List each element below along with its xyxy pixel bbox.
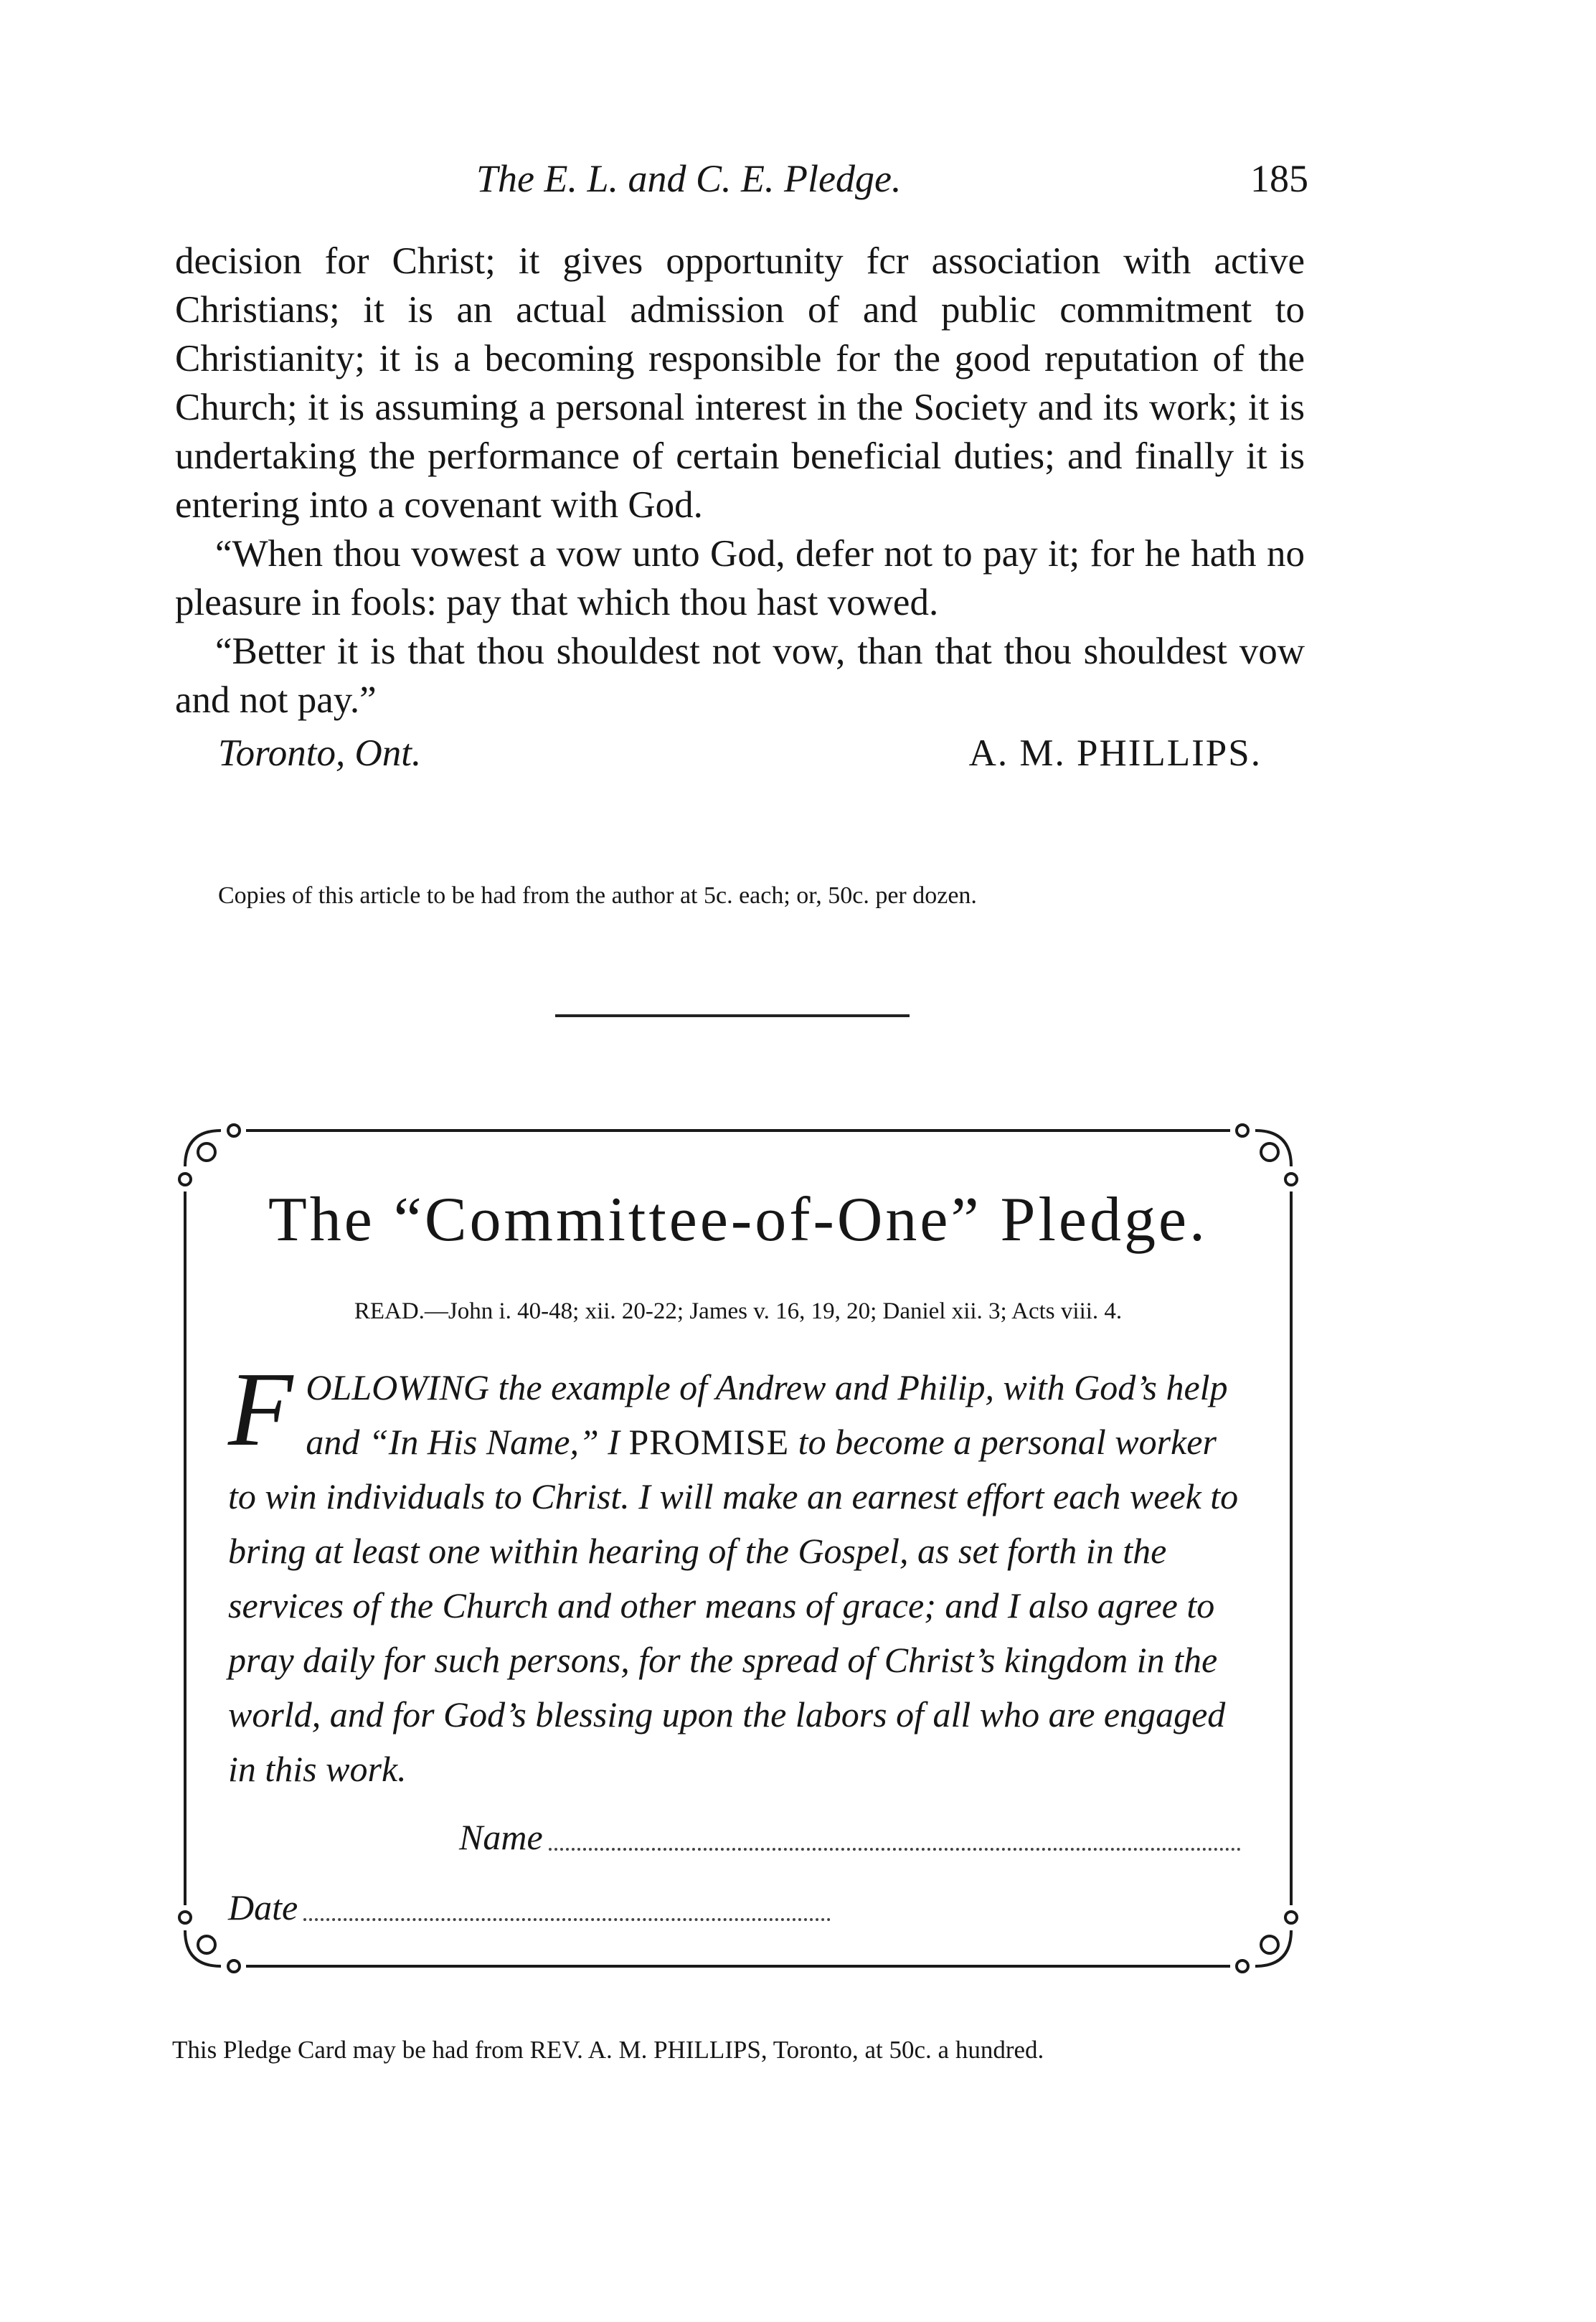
article-paragraph-3: “Better it is that thou shouldest not vow, than that thou shouldest vow and not pay.” — [175, 631, 1305, 721]
place: Toronto, Ont. — [218, 732, 422, 774]
article-paragraph-2: “When thou vowest a vow unto God, defer not to pay it; for he hath no pleasure in fools: pay that which thou hast vowed. — [175, 533, 1305, 623]
date-field[interactable] — [228, 1878, 831, 1928]
article-paragraph-1: decision for Christ; it gives opportunity fcr association with active Christians; it is an actual admission of and public commitment to Christianity; it is a becoming responsible for the good reputation of the Church; it is assuming a personal interest in the Society and its work; it is undertaking the performance of certain beneficial duties; and finally it is entering into a covenant with God. — [175, 240, 1305, 526]
running-title: The E. L. and C. E. Pledge. — [476, 157, 902, 200]
pledge-text — [228, 1351, 1241, 1796]
footer-note: This Pledge Card may be had from REV. A. M. PHILLIPS, Toronto, at 50c. a hundred. — [172, 2036, 1044, 2064]
page-number: 185 — [1250, 157, 1308, 200]
name-line[interactable] — [549, 1848, 1241, 1851]
date-line[interactable] — [303, 1918, 831, 1921]
name-field[interactable] — [459, 1808, 1241, 1858]
copies-note: Copies of this article to be had from the author at 5c. each; or, 50c. per dozen. — [218, 882, 977, 909]
pledge-text-part-2: to become a personal worker to win individuals to Christ. I will make an earnest effort each week to bring at least one within hearing of the Gospel, as set forth in the services of the Church and other means of grace; and I also agree to pray daily for such persons, for the spread of Christ’s kingdom in the world, and for God’s blessing upon the labors of all who are engaged in this work. — [228, 1422, 1239, 1789]
pledge-promise: PROMISE — [628, 1422, 790, 1462]
drop-cap: F — [228, 1351, 293, 1468]
author-signature: A. M. PHILLIPS. — [968, 732, 1262, 774]
signoff — [175, 729, 1305, 779]
section-divider — [555, 1014, 910, 1017]
name-label: Name — [459, 1817, 543, 1857]
article-body — [175, 237, 1305, 779]
pledge-text-part-1: OLLOWING the example of Andrew and Philip, with God’s help and “In His Name,” I — [306, 1367, 1228, 1462]
scripture-reading: READ.—John i. 40-48; xii. 20-22; James v. 16, 19, 20; Daniel xii. 3; Acts viii. 4. — [354, 1298, 1123, 1324]
pledge-card-title: The “Committee-of-One” Pledge. — [268, 1185, 1209, 1255]
page-header — [175, 156, 1308, 207]
date-label: Date — [228, 1887, 298, 1927]
